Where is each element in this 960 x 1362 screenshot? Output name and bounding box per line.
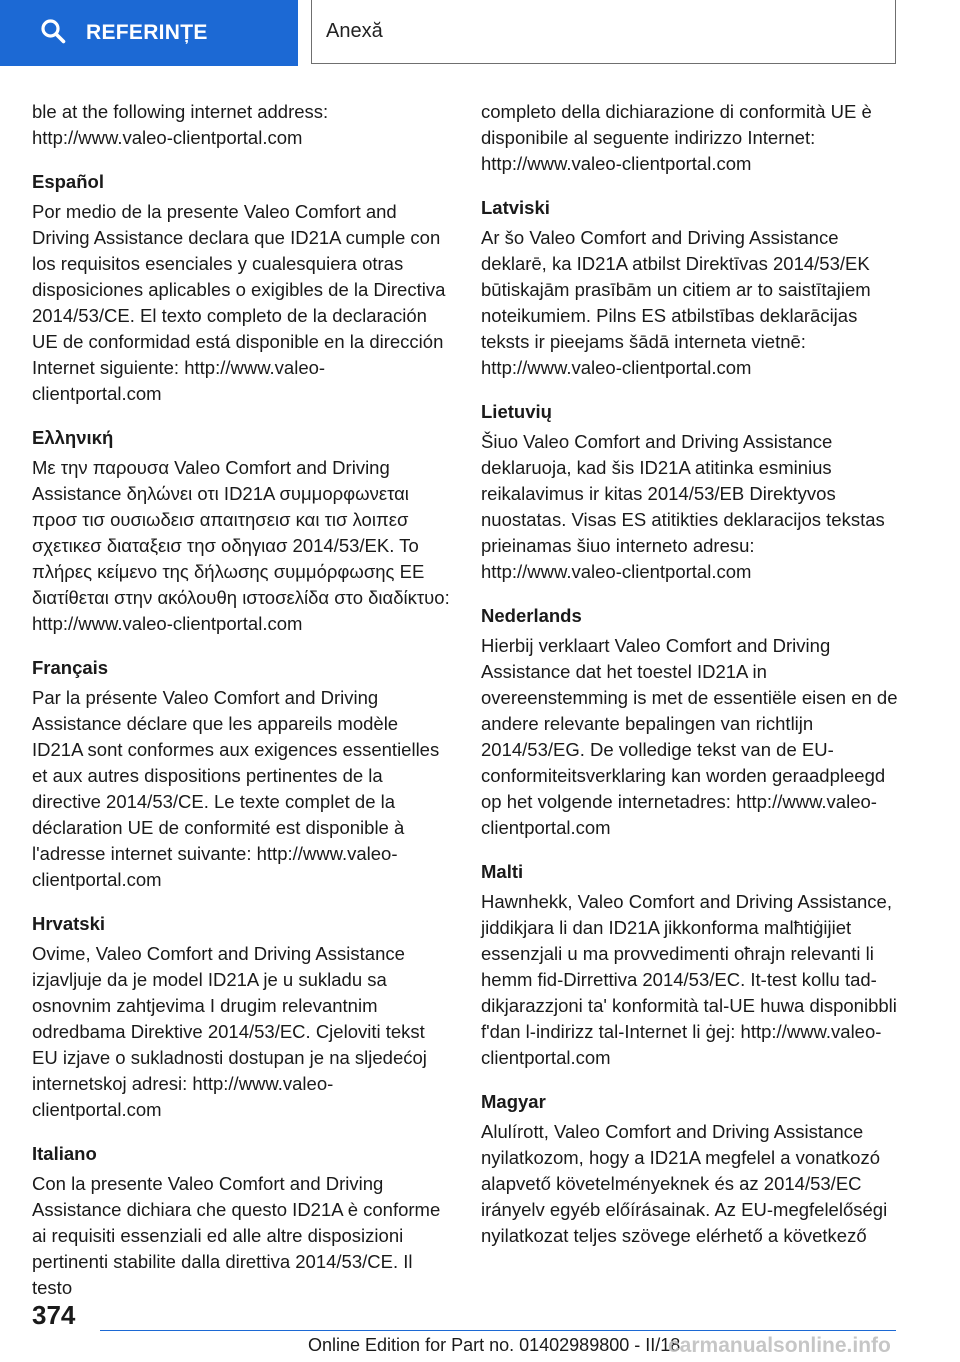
paragraph-text: Ar šo Valeo Comfort and Driving Assistance deklarē, ka ID21A atbilst Direktīvas 2014/53/EK būtiskajām prasībām un citiem ar to saistītajiem noteikumiem. Pilns ES atbilstības deklarācijas teksts ir pieejams šādā interneta vietnē: http://www.valeo-clientportal.com: [481, 227, 871, 378]
paragraph-text: ble at the following internet address: http://www.valeo-clientportal.com: [32, 101, 329, 148]
paragraph-text: completo della dichiarazione di conformità UE è disponibile al seguente indirizzo Internet: http://www.valeo-clientportal.com: [481, 101, 872, 174]
references-tab-label: REFERINȚE: [86, 21, 208, 44]
page-number: 374: [32, 1300, 76, 1330]
language-heading: Malti: [481, 861, 524, 882]
left-para-3: [32, 655, 450, 893]
left-para-2: [32, 425, 450, 637]
language-heading: Ελληνική: [32, 427, 114, 448]
left-para-0: [32, 99, 450, 151]
right-para-3: [481, 603, 899, 841]
left-para-5: [32, 1141, 450, 1301]
right-para-2: [481, 399, 899, 585]
language-heading: Français: [32, 657, 109, 678]
language-heading: Lietuvių: [481, 401, 552, 422]
paragraph-text: Ovime, Valeo Comfort and Driving Assistance izjavljuje da je model ID21A je u sukladu sa osnovnim zahtjevima I drugim relevantnim odredbama Direktive 2014/53/EC. Cjeloviti tekst EU izjave o sukladnosti dostupan je na sljedećoj internetskoj adresi: http://www.valeo-clientportal.com: [32, 943, 427, 1120]
right-para-0: [481, 99, 899, 177]
left-para-4: [32, 911, 450, 1123]
search-icon[interactable]: [40, 18, 66, 49]
right-para-4: [481, 859, 899, 1071]
language-heading: Magyar: [481, 1091, 546, 1112]
right-column: [481, 99, 899, 1267]
right-para-1: [481, 195, 899, 381]
watermark-logo: carmanualsonline.info: [668, 1334, 891, 1357]
language-heading: Español: [32, 171, 104, 192]
section-title: Anexă: [311, 0, 896, 64]
paragraph-text: Hawnhekk, Valeo Comfort and Driving Assistance, jiddikjara li dan ID21A jikkonforma malħtiġijiet essenzjali u ma provvedimenti oħrajn relevanti li hemm fid-Dirrettiva 2014/53/EC. It-test kollu tad-dikjarazzjoni ta' konformità tal-UE huwa disponibbli f'dan l-indirizz tal-Internet li ġej: http://www.valeo-clientportal.com: [481, 891, 897, 1068]
left-para-1: [32, 169, 450, 407]
references-tab[interactable]: [0, 0, 298, 66]
edition-text: Online Edition for Part no. 01402989800 - II/18: [308, 1335, 681, 1355]
language-heading: Italiano: [32, 1143, 97, 1164]
paragraph-text: Alulírott, Valeo Comfort and Driving Assistance nyilatkozom, hogy a ID21A megfelel a vonatkozó alapvető követelményeknek és az 2014/53/EC irányelv egyéb előírásainak. Az EU-megfelelőségi nyilatkozat teljes szövege elérhető a következő: [481, 1121, 888, 1246]
language-heading: Nederlands: [481, 605, 582, 626]
language-heading: Latviski: [481, 197, 550, 218]
right-para-5: [481, 1089, 899, 1249]
left-column: [32, 99, 450, 1319]
footer-divider: [100, 1330, 896, 1331]
paragraph-text: Šiuo Valeo Comfort and Driving Assistance deklaruoja, kad šis ID21A atitinka esminius reikalavimus ir kitas 2014/53/EB Direktyvos nuostatas. Visas ES atitikties deklaracijos tekstas prieinamas šiuo interneto adresu: http://www.valeo-clientportal.com: [481, 431, 885, 582]
paragraph-text: Με την παρουσα Valeo Comfort and Driving Assistance δηλώνει οτι ID21A συμμορφωνεται προσ τισ ουσιωδεισ απαιτησεισ και τισ λοιπεσ σχετικεσ διαταξεισ τησ οδηγιασ 2014/53/ΕΚ. Το πλήρες κείμενο της δήλωσης συμμόρφωσης ΕΕ διατίθεται στην ακόλουθη ιστοσελίδα στο διαδίκτυο: http://www.valeo-clientportal.com: [32, 457, 450, 634]
paragraph-text: Par la présente Valeo Comfort and Driving Assistance déclare que les appareils modèle ID21A sont conformes aux exigences essentielles et aux autres dispositions pertinentes de la directive 2014/53/CE. Le texte complet de la déclaration UE de conformité est disponible à l'adresse internet suivante: http://www.valeo-clientportal.com: [32, 687, 440, 890]
paragraph-text: Con la presente Valeo Comfort and Driving Assistance dichiara che questo ID21A è conforme ai requisiti essenziali ed alle altre disposizioni pertinenti stabilite dalla direttiva 2014/53/CE. Il testo: [32, 1173, 441, 1298]
language-heading: Hrvatski: [32, 913, 106, 934]
top-bar: [0, 0, 960, 66]
paragraph-text: Por medio de la presente Valeo Comfort and Driving Assistance declara que ID21A cumple con los requisitos esenciales y cualesquiera otras disposiciones aplicables o exigibles de la Directiva 2014/53/CE. El texto completo de la declaración UE de conformidad está disponible en la dirección Internet siguiente: http://www.valeo-clientportal.com: [32, 201, 446, 404]
paragraph-text: Hierbij verklaart Valeo Comfort and Driving Assistance dat het toestel ID21A in overeenstemming is met de essentiële eisen en de andere relevante bepalingen van richtlijn 2014/53/EG. De volledige tekst van de EU-conformiteitsverklaring kan worden geraadpleegd op het volgende internetadres: http://www.valeo-clientportal.com: [481, 635, 898, 838]
